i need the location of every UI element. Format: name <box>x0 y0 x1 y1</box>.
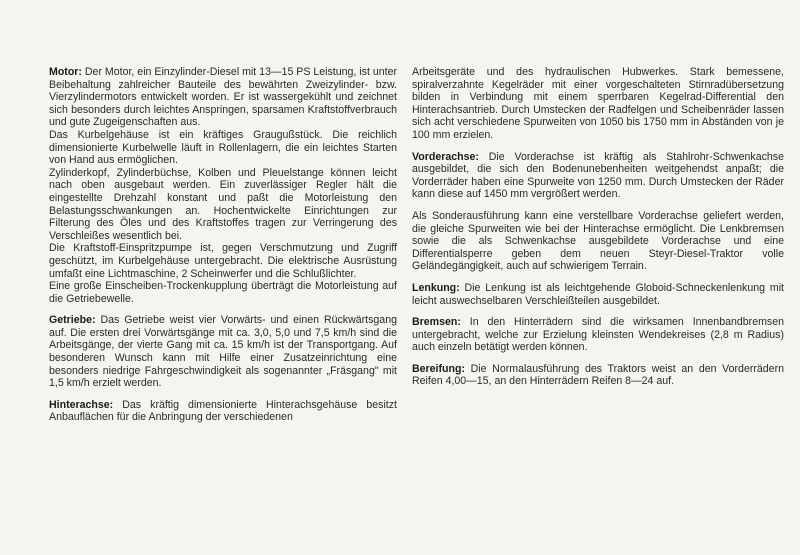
motor-kupplung-paragraph: Eine große Einscheiben-Trockenkupplung überträgt die Motorleistung auf die Getriebewelle. <box>49 280 397 305</box>
motor-paragraph <box>49 66 397 129</box>
left-column <box>49 66 397 424</box>
hinterachse-text: Das kräftig dimensionierte Hinterachsgehäuse besitzt Anbauflächen für die Anbringung der verschiedenen <box>49 398 397 424</box>
vorderachse-paragraph <box>412 151 784 201</box>
lenkung-heading: Lenkung: <box>412 281 460 294</box>
getriebe-heading: Getriebe: <box>49 314 96 327</box>
getriebe-paragraph <box>49 314 397 390</box>
bremsen-text: In den Hinterrädern sind die wirksamen Innenbandbremsen untergebracht, welche zur Erzielung kleinsten Wendekreises (2,8 m Radius) auch einzeln betätigt werden können. <box>412 316 784 354</box>
bremsen-paragraph <box>412 316 784 354</box>
lenkung-text: Die Lenkung ist als leichtgehende Globoid-Schneckenlenkung mit leicht auswechselbaren Verschleißteilen ausgebildet. <box>412 281 784 307</box>
lenkung-paragraph <box>412 282 784 307</box>
hinterachse-paragraph <box>49 399 397 424</box>
bereifung-paragraph <box>412 363 784 388</box>
getriebe-text: Das Getriebe weist vier Vorwärts- und einen Rückwärtsgang auf. Die ersten drei Vorwärtsgänge mit ca. 3,0, 5,0 und 7,5 km/h sind die Arbeitsgänge, der vierte Gang mit ca. 15 km/h ist der Transportgang. Auf besonderen Wunsch kann mit Hilfe einer Zusatzeinrichtung eine besonders niedrige Fahrgeschwindigkeit als sogenannter „Fräsgang" mit 1,5 km/h erzielt werden. <box>49 314 397 390</box>
motor-einspritzpumpe-paragraph: Die Kraftstoff-Einspritzpumpe ist, gegen Verschmutzung und Zugriff geschützt, im Kurbelgehäuse untergebracht. Die elektrische Ausrüstung umfaßt eine Lichtmaschine, 2 Scheinwerfer und die Schlußlichter. <box>49 242 397 280</box>
motor-text: Der Motor, ein Einzylinder-Diesel mit 13—15 PS Leistung, ist unter Beibehaltung zahlreicher Bauteile des bewährten Zweizylinder- bzw. Vierzylindermotors entwickelt worden. Er ist wassergekühlt und zeichnet sich besonders durch leichtes Anspringen, sparsamen Kraftstoffverbrauch und gute Zugeigenschaften aus. <box>49 66 397 129</box>
hinterachse-continued-paragraph: Arbeitsgeräte und des hydraulischen Hubwerkes. Stark bemessene, spiralverzahnte Kegelräder mit einer vorgeschalteten Stirnradübersetzung bilden in Verbindung mit einem sperrbaren Kegelrad-Differential den Hinterachsantrieb. Durch Umstecken der Radfelgen und Scheibenräder lassen sich acht verschiedene Spurweiten von 1050 bis 1750 mm in Abständen von je 100 mm erzielen. <box>412 66 784 141</box>
motor-heading: Motor: <box>49 66 82 78</box>
vorderachse-heading: Vorderachse: <box>412 150 479 163</box>
right-column <box>412 66 784 388</box>
motor-zylinderkopf-paragraph: Zylinderkopf, Zylinderbüchse, Kolben und Pleuelstange können leicht nach oben ausgebaut werden. Ein zuverlässiger Regler hält die eingestellte Drehzahl konstant und paßt die Motorleistung den Belastungsschwankungen an. Hochentwickelte Einrichtungen zur Filterung des Öles und des Kraftstoffes tragen zur Verringerung des Verschleißes wesentlich bei. <box>49 166 397 242</box>
hinterachse-heading: Hinterachse: <box>49 398 114 411</box>
sonderausfuehrung-paragraph: Als Sonderausführung kann eine verstellbare Vorderachse geliefert werden, die gleiche Spurweiten wie bei der Hinterachse ermöglicht. Die Lenkbremsen sowie die als Schwenkachse ausgebildete Vorderachse und eine Differentialsperre geben dem neuen Steyr-Diesel-Traktor volle Geländegängigkeit, auch auf schwierigem Terrain. <box>412 209 784 273</box>
bereifung-heading: Bereifung: <box>412 362 465 375</box>
bereifung-text: Die Normalausführung des Traktors weist an den Vorderrädern Reifen 4,00—15, an den Hinterrädern Reifen 8—24 auf. <box>412 362 784 388</box>
motor-kurbelgehaeuse-paragraph: Das Kurbelgehäuse ist ein kräftiges Graugußstück. Die reichlich dimensionierte Kurbelwelle läuft in Rollenlagern, die ein leichtes Starten von Hand aus ermöglichen. <box>49 128 397 167</box>
vorderachse-text: Die Vorderachse ist kräftig als Stahlrohr-Schwenkachse ausgebildet, die sich den Bodenunebenheiten weitgehendst anpaßt; die Vorderräder haben eine Spurweite von 1250 mm. Durch Umstecken der Räder kann diese auf 1450 mm vergrößert werden. <box>412 150 784 201</box>
bremsen-heading: Bremsen: <box>412 316 461 329</box>
